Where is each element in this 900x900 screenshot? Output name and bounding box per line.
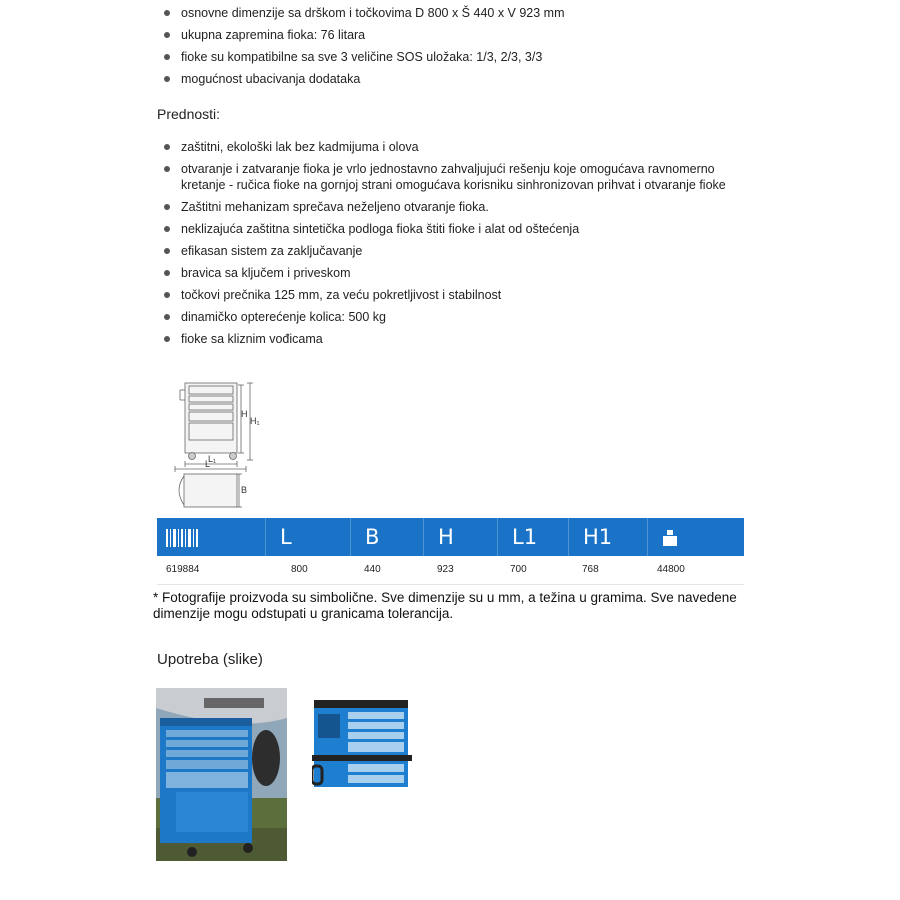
usage-photo-aircraft xyxy=(156,688,287,861)
label-h1: H₁ xyxy=(250,416,260,426)
usage-photo-cabinets xyxy=(312,700,412,787)
spec-table-header xyxy=(157,518,744,556)
advantages-list xyxy=(160,139,760,353)
advantages-heading: Prednosti: xyxy=(157,106,221,122)
list-item: otvaranje i zatvaranje fioka je vrlo jednostavno zahvaljujući rešenju koje omogućava ravnomerno kretanje - ručica fioke na gornjoj strani omogućava korisniku sinhronizovan prihvat i otvaranje fioke xyxy=(160,161,760,193)
cell-l1: 700 xyxy=(510,564,527,575)
code-column-header xyxy=(157,518,198,556)
list-item: mogućnost ubacivanja dodataka xyxy=(160,71,760,87)
list-item: osnovne dimenzije sa drškom i točkovima D 800 x Š 440 x V 923 mm xyxy=(160,5,760,21)
column-header-h1: H1 xyxy=(568,518,648,556)
weight-icon xyxy=(662,530,678,546)
cell-h1: 768 xyxy=(582,564,599,575)
label-l1: L₁ xyxy=(208,454,217,464)
list-item: fioke sa kliznim vođicama xyxy=(160,331,760,347)
usage-heading: Upotreba (slike) xyxy=(157,651,263,668)
barcode-icon xyxy=(166,529,198,547)
column-header-h: H xyxy=(423,518,503,556)
label-h: H xyxy=(241,409,248,419)
table-row xyxy=(157,556,744,585)
list-item: ukupna zapremina fioka: 76 litara xyxy=(160,27,760,43)
column-header-b: B xyxy=(350,518,430,556)
feature-list xyxy=(160,5,760,93)
list-item: fioke su kompatibilne sa sve 3 veličine SOS uložaka: 1/3, 2/3, 3/3 xyxy=(160,49,760,65)
list-item: bravica sa ključem i priveskom xyxy=(160,265,760,281)
label-l: L xyxy=(205,459,211,469)
weight-column-header xyxy=(647,518,744,556)
list-item: točkovi prečnika 125 mm, za veću pokretljivost i stabilnost xyxy=(160,287,760,303)
cell-code: 619884 xyxy=(166,564,200,575)
cell-h: 923 xyxy=(437,564,454,575)
list-item: neklizajuća zaštitna sintetička podloga fioka štiti fioke i alat od oštećenja xyxy=(160,221,760,237)
cell-l: 800 xyxy=(291,564,308,575)
column-header-l1: L1 xyxy=(497,518,577,556)
cell-b: 440 xyxy=(364,564,381,575)
label-b: B xyxy=(241,485,248,495)
dimension-diagram xyxy=(170,376,270,514)
column-header-l: L xyxy=(265,518,361,556)
list-item: dinamičko opterećenje kolica: 500 kg xyxy=(160,309,760,325)
list-item: efikasan sistem za zaključavanje xyxy=(160,243,760,259)
footnote: * Fotografije proizvoda su simbolične. Sve dimenzije su u mm, a težina u gramima. Sve navedene dimenzije mogu odstupati u granicama tolerancija. xyxy=(153,590,737,621)
list-item: Zaštitni mehanizam sprečava neželjeno otvaranje fioka. xyxy=(160,199,760,215)
list-item: zaštitni, ekološki lak bez kadmijuma i olova xyxy=(160,139,760,155)
cell-weight: 44800 xyxy=(657,564,685,575)
